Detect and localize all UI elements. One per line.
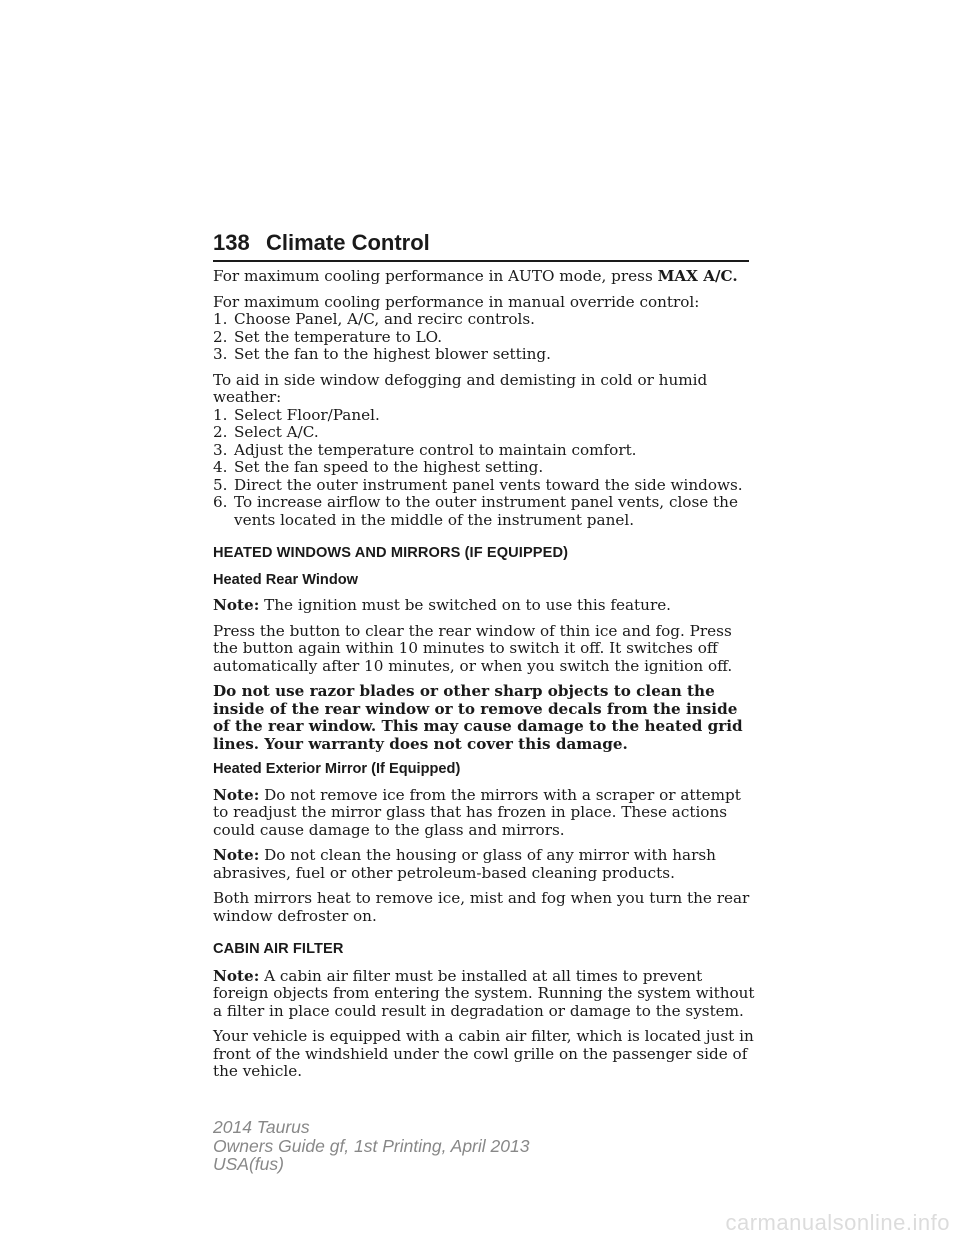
manual-steps-list bbox=[213, 311, 758, 364]
list-item bbox=[213, 442, 758, 460]
manual-intro: For maximum cooling performance in manual override control: bbox=[213, 292, 700, 311]
list-item-text: Select Floor/Panel. bbox=[234, 405, 380, 424]
note-label: Note: bbox=[213, 785, 260, 804]
list-item-text: Adjust the temperature control to maintain comfort. bbox=[234, 440, 637, 459]
defog-steps-list bbox=[213, 407, 758, 530]
list-item-text: Set the temperature to LO. bbox=[234, 327, 443, 346]
mirror-note-1 bbox=[213, 787, 758, 840]
list-item-number: 3. bbox=[213, 345, 228, 363]
page-footer bbox=[213, 1118, 529, 1174]
manual-block bbox=[213, 294, 758, 364]
list-item bbox=[213, 407, 758, 425]
list-item bbox=[213, 477, 758, 495]
list-item bbox=[213, 346, 758, 364]
rear-window-heading: Heated Rear Window bbox=[213, 571, 359, 588]
defog-block bbox=[213, 372, 758, 530]
list-item bbox=[213, 494, 758, 529]
note-label: Note: bbox=[213, 846, 260, 864]
mirror-note-1-text: Do not remove ice from the mirrors with a scraper or attempt to readjust the mirror glass that has frozen in place. These actions could cause damage to the glass and mirrors. bbox=[213, 785, 741, 839]
mirror-body: Both mirrors heat to remove ice, mist and fog when you turn the rear window defroster on. bbox=[213, 889, 750, 925]
footer-guide: Owners Guide gf, 1st Printing, April 2013 bbox=[213, 1135, 530, 1156]
list-item-number: 2. bbox=[213, 327, 228, 346]
cabin-filter-note bbox=[213, 968, 758, 1021]
list-item bbox=[213, 459, 758, 477]
rear-note-text: The ignition must be switched on to use this feature. bbox=[264, 596, 672, 614]
list-item-number: 4. bbox=[213, 458, 228, 476]
list-item bbox=[213, 424, 758, 442]
cabin-filter-heading: CABIN AIR FILTER bbox=[213, 941, 344, 957]
rear-window-body: Press the button to clear the rear window of thin ice and fog. Press the button again within 10 minutes to switch it off. It switches off automatically after 10 minutes, or when you switch the ignition off. bbox=[213, 621, 733, 675]
note-label: Note: bbox=[213, 596, 260, 614]
list-item-text: Set the fan speed to the highest setting. bbox=[234, 458, 544, 476]
list-item bbox=[213, 311, 758, 329]
footer-model: 2014 Taurus bbox=[213, 1117, 310, 1137]
note-label: Note: bbox=[213, 966, 260, 985]
page-title: Climate Control bbox=[266, 230, 430, 255]
cabin-note-text: A cabin air filter must be installed at all times to prevent foreign objects from entering the system. Running the system without a filter in place could result in degradation or damage to the system. bbox=[213, 966, 755, 1020]
rear-window-warning: Do not use razor blades or other sharp objects to clean the inside of the rear window or to remove decals from the inside of the rear window. This may cause damage to the heated grid lines. Your warranty does not cover this damage. bbox=[213, 682, 743, 753]
page-header bbox=[213, 226, 749, 262]
mirror-note-2-text: Do not clean the housing or glass of any mirror with harsh abrasives, fuel or other petroleum-based cleaning products. bbox=[213, 846, 716, 882]
max-ac-text: For maximum cooling performance in AUTO mode, press bbox=[213, 267, 653, 285]
list-item-number: 5. bbox=[213, 475, 228, 494]
footer-market-line bbox=[213, 1155, 529, 1174]
list-item-text: Select A/C. bbox=[234, 423, 319, 441]
list-item-number: 3. bbox=[213, 440, 228, 459]
max-ac-label: MAX A/C. bbox=[657, 267, 738, 285]
site-watermark: carmanualsonline.info bbox=[725, 1210, 950, 1235]
mirror-note-2 bbox=[213, 847, 758, 882]
page-content bbox=[213, 268, 758, 1089]
list-item-text: Set the fan to the highest blower setting. bbox=[234, 345, 551, 363]
rear-window-note bbox=[213, 597, 758, 615]
defog-intro: To aid in side window defogging and demisting in cold or humid weather: bbox=[213, 370, 708, 406]
cabin-filter-body: Your vehicle is equipped with a cabin air filter, which is located just in front of the windshield under the cowl grille on the passenger side of the vehicle. bbox=[213, 1027, 754, 1080]
list-item-text: Direct the outer instrument panel vents toward the side windows. bbox=[234, 475, 743, 494]
footer-market-code: (fus) bbox=[248, 1154, 284, 1174]
heated-section-heading: HEATED WINDOWS AND MIRRORS (IF EQUIPPED) bbox=[213, 545, 569, 561]
max-ac-paragraph bbox=[213, 268, 758, 286]
list-item-number: 1. bbox=[213, 405, 228, 424]
list-item-text: To increase airflow to the outer instrument panel vents, close the vents located in the middle of the instrument panel. bbox=[234, 493, 738, 529]
page-number: 138 bbox=[213, 230, 250, 255]
list-item bbox=[213, 329, 758, 347]
mirror-heading: Heated Exterior Mirror (If Equipped) bbox=[213, 761, 461, 777]
footer-market: USA bbox=[213, 1154, 249, 1174]
list-item-number: 6. bbox=[213, 493, 228, 511]
list-item-text: Choose Panel, A/C, and recirc controls. bbox=[234, 310, 535, 328]
list-item-number: 2. bbox=[213, 423, 228, 441]
list-item-number: 1. bbox=[213, 310, 228, 328]
